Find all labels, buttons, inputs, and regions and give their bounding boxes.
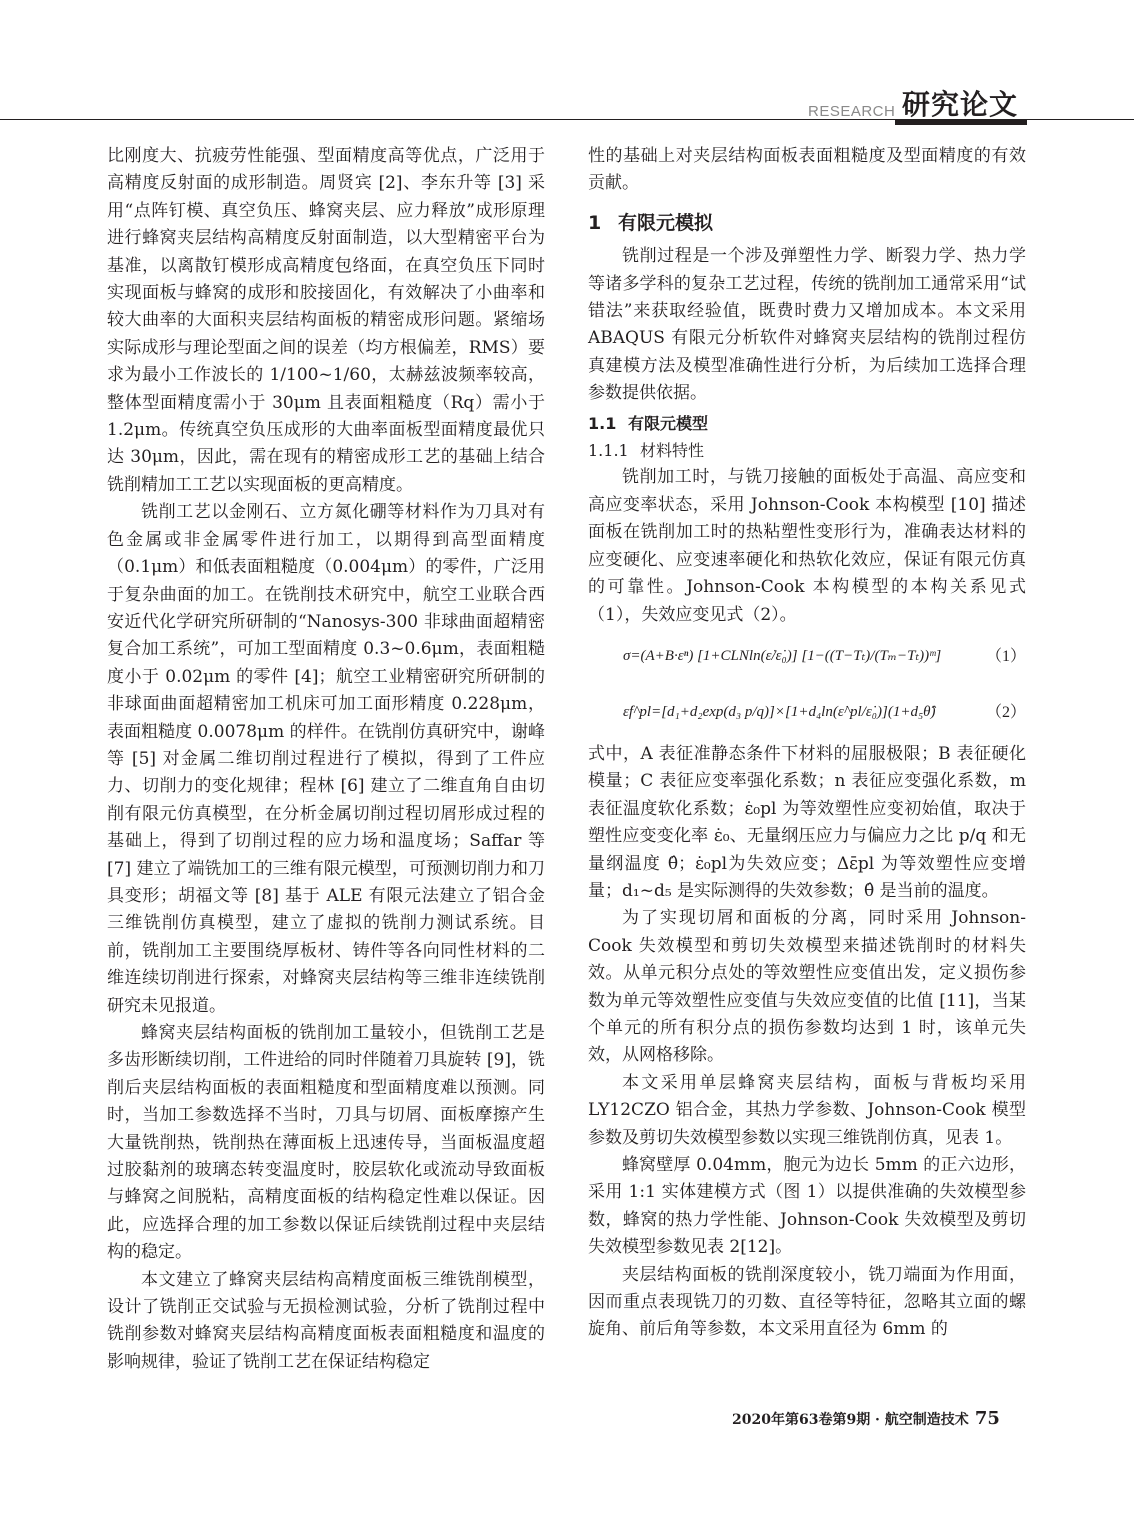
paragraph: 蜂窝夹层结构面板的铣削加工量较小，但铣削工艺是多齿形断续切削，工件进给的同时伴随着刀具旋转 [9]，铣削后夹层结构面板的表面粗糙度和型面精度难以预测。同时，当加工参数选择不当时，刀具与切屑、面板摩擦产生大量铣削热，铣削热在薄面板上迅速传导，当面板温度超过胶黏剂的玻璃态转变温度时，胶层软化或流动导致面板与蜂窝之间脱粘，高精度面板的结构稳定性难以保证。因此，应选择合理的加工参数以保证后续铣削过程中夹层结构的稳定。: [107, 1023, 545, 1263]
header-category-en: RESEARCH: [808, 103, 896, 120]
page-number: 75: [974, 1408, 1000, 1429]
equation-body: σ=(A+B·εⁿ) [1+CLNln(ε̇/ε̇₀)] [1−((T−Tₜ)/(Tₘ−Tₜ))ᵐ]: [623, 647, 942, 664]
equation-2: [588, 685, 1026, 741]
paragraph: 本文采用单层蜂窝夹层结构，面板与背板均采用 LY12CZO 铝合金，其热力学参数、Johnson-Cook 模型参数及剪切失效模型参数以实现三维铣削仿真，见表 1。: [588, 1072, 1026, 1148]
header-category-zh: 研究论文: [902, 88, 1019, 121]
subsection-number: 1.1: [588, 413, 617, 433]
paragraph: 夹层结构面板的铣削深度较小，铣刀端面为作用面，因而重点表现铣刀的刃数、直径等特征，忽略其立面的螺旋角、前后角等参数，本文采用直径为 6mm 的: [588, 1264, 1026, 1340]
subsubsection-heading: [588, 437, 1026, 464]
paragraph: 式中，A 表征准静态条件下材料的屈服极限；B 表征硬化模量；C 表征应变率强化系数；n 表征应变强化系数，m 表征温度软化系数；ε̇₀pl 为等效塑性应变初始值，取决于塑性应变变化率 ε̇₀、无量纲压应力与偏应力之比 p/q 和无量纲温度 θ̂；ε̇₀pl为失效应变；Δε̄pl 为等效塑性应变增量；d₁~d₅ 是实际测得的失效参数；θ̂ 是当前的温度。: [588, 743, 1026, 901]
paragraph: 蜂窝壁厚 0.04mm，胞元为边长 5mm 的正六边形，采用 1:1 实体建模方式（图 1）以提供准确的失效模型参数，蜂窝的热力学性能、Johnson-Cook 失效模型及剪切失效模型参数见表 2[12]。: [588, 1155, 1026, 1258]
paragraph: 比刚度大、抗疲劳性能强、型面精度高等优点，广泛用于高精度反射面的成形制造。周贤宾 [2]、李东升等 [3] 采用“点阵钉模、真空负压、蜂窝夹层、应力释放”成形原理进行蜂窝夹层结构高精度反射面制造，以大型精密平台为基准，以离散钉模形成高精度包络面，在真空负压下同时实现面板与蜂窝的成形和胶接固化，有效解决了小曲率和较大曲率的大面积夹层结构面板的精密成形问题。紧缩场实际成形与理论型面之间的误差（均方根偏差，RMS）要求为最小工作波长的 1/100~1/60，太赫兹波频率较高，整体型面精度需小于 30μm 且表面粗糙度（Rq）需小于 1.2μm。传统真空负压成形的大曲率面板型面精度最优只达 30μm，因此，需在现有的精密成形工艺的基础上结合铣削精加工工艺以实现面板的更高精度。: [107, 146, 545, 495]
paragraph: 铣削加工时，与铣刀接触的面板处于高温、高应变和高应变率状态，采用 Johnson-Cook 本构模型 [10] 描述面板在铣削加工时的热粘塑性变形行为，准确表达材料的应变硬化、应变速率硬化和热软化效应，保证有限元仿真的可靠性。Johnson-Cook 本构模型的本构关系见式（1），失效应变见式（2）。: [588, 467, 1026, 625]
paragraph: 性的基础上对夹层结构面板表面粗糙度及型面精度的有效贡献。: [588, 146, 1026, 194]
journal-issue: 2020年第63卷第9期 · 航空制造技术: [732, 1412, 969, 1428]
paragraph: 铣削过程是一个涉及弹塑性力学、断裂力学、热力学等诸多学科的复杂工艺过程，传统的铣削加工通常采用“试错法”来获取经验值，既费时费力又增加成本。本文采用 ABAQUS 有限元分析软件对蜂窝夹层结构的铣削过程仿真建模方法及模型准确性进行分析，为后续加工选择合理参数提供依据。: [588, 246, 1026, 404]
subsubsection-number: 1.1.1: [588, 441, 629, 461]
paragraph: 铣削工艺以金刚石、立方氮化硼等材料作为刀具对有色金属或非金属零件进行加工，以期得到高型面精度（0.1μm）和低表面粗糙度（0.004μm）的零件，广泛用于复杂曲面的加工。在铣削技术研究中，航空工业联合西安近代化学研究所研制的“Nanosys-300 非球曲面超精密复合加工系统”，可加工型面精度 0.3~0.6μm，表面粗糙度小于 0.02μm 的零件 [4]；航空工业精密研究所研制的非球面曲面超精密加工机床可加工面形精度 0.228μm，表面粗糙度 0.0078μm 的样件。在铣削仿真研究中，谢峰等 [5] 对金属二维切削过程进行了模拟，得到了工件应力、切削力的变化规律；程林 [6] 建立了二维直角自由切削有限元仿真模型，在分析金属切削过程切屑形成过程的基础上，得到了切削过程的应力场和温度场；Saffar 等 [7] 建立了端铣加工的三维有限元模型，可预测切削力和刀具变形；胡福文等 [8] 基于 ALE 有限元法建立了铝合金三维铣削仿真模型，建立了虚拟的铣削力测试系统。目前，铣削加工主要围绕厚板材、铸件等各向同性材料的二维连续切削进行探索，对蜂窝夹层结构等三维非连续铣削研究未见报道。: [107, 502, 545, 1016]
subsection-heading: [588, 410, 1026, 437]
subsubsection-title: 材料特性: [640, 441, 705, 461]
left-column: [107, 143, 545, 1376]
paragraph: 本文建立了蜂窝夹层结构高精度面板三维铣削模型，设计了铣削正交试验与无损检测试验，分析了铣削过程中铣削参数对蜂窝夹层结构高精度面板表面粗糙度和温度的影响规律，验证了铣削工艺在保证结构稳定: [107, 1269, 545, 1372]
section-number: 1: [588, 211, 602, 234]
equation-number: （2）: [985, 703, 1026, 721]
right-column: [588, 143, 1026, 1344]
section-title: 有限元模拟: [618, 211, 714, 234]
equation-number: （1）: [985, 647, 1026, 665]
equation-body: ε̇f^pl=[d₁+d₂exp(d₃ p/q)]×[1+d₄ln(ε̇^pl/ε̇₀)](1+d₅θ̂): [623, 703, 936, 720]
paragraph: 为了实现切屑和面板的分离，同时采用 Johnson-Cook 失效模型和剪切失效模型来描述铣削时的材料失效。从单元积分点处的等效塑性应变值出发，定义损伤参数为单元等效塑性应变值与失效应变值的比值 [11]，当某个单元的所有积分点的损伤参数均达到 1 时，该单元失效，从网格移除。: [588, 908, 1026, 1066]
page-footer: [732, 1408, 1000, 1429]
subsection-title: 有限元模型: [628, 413, 709, 433]
section-heading: [588, 210, 1026, 237]
equation-1: [588, 629, 1026, 685]
